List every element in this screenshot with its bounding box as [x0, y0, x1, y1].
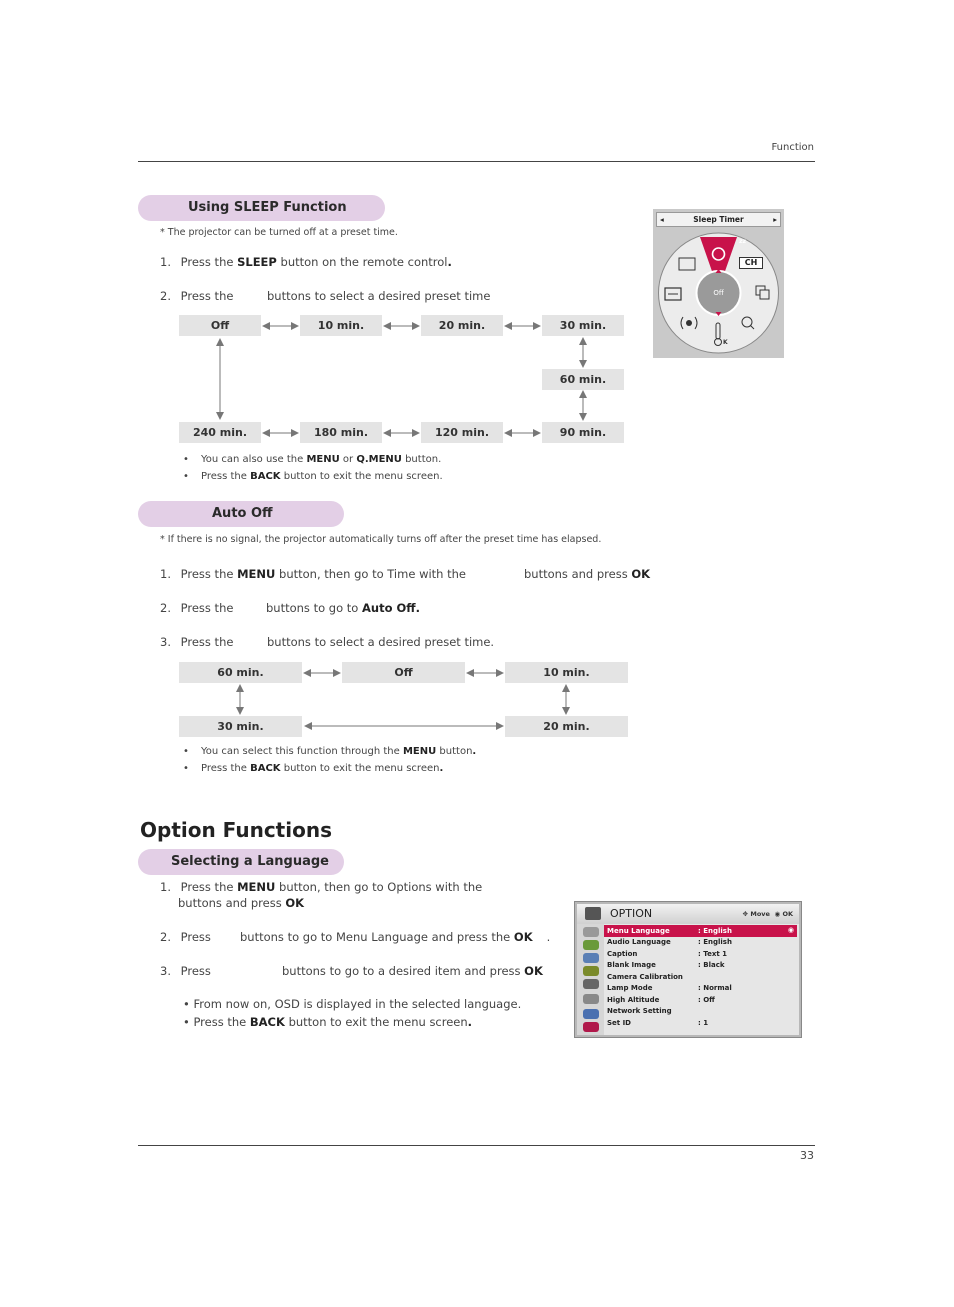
osd-row-label: High Altitude — [607, 995, 660, 1004]
step-text: Press the — [180, 567, 238, 581]
language-step-1-cont — [178, 896, 304, 910]
vertical-double-arrow-icon — [578, 390, 588, 421]
step-key: Auto Off. — [361, 601, 420, 615]
osd-header — [577, 904, 799, 924]
sleep-step-2-rest: buttons to select a desired preset time — [267, 289, 491, 303]
osd-row-network-setting[interactable] — [604, 1006, 797, 1018]
sleep-option-60: 60 min. — [542, 369, 624, 390]
step-number: 3. — [160, 635, 171, 649]
bullet-dot: • — [183, 763, 189, 774]
double-arrow-icon — [262, 428, 299, 438]
step-key: MENU — [237, 880, 276, 894]
sleep-step-1 — [160, 255, 452, 269]
sleep-option-90: 90 min. — [542, 422, 624, 443]
step-text: button, then go to Time with the — [275, 567, 466, 581]
osd-row-value: : English — [698, 938, 732, 946]
double-arrow-icon — [383, 428, 420, 438]
picture-category-icon — [583, 927, 599, 937]
double-arrow-icon — [262, 321, 299, 331]
bullet-text: . — [467, 1015, 473, 1029]
move-icon: ✥ — [742, 910, 749, 918]
osd-row-menu-language[interactable] — [604, 925, 797, 937]
bullet-text: or — [339, 454, 357, 465]
sleep-option-30: 30 min. — [542, 315, 624, 336]
vertical-double-arrow-icon — [561, 684, 571, 715]
step-text: buttons and press — [524, 567, 632, 581]
auto-off-step-1-rest — [524, 567, 650, 581]
step-number: 2. — [160, 601, 171, 615]
vertical-double-arrow-icon — [215, 338, 225, 420]
auto-off-note: * If there is no signal, the projector automatically turns off after the preset time has elapsed. — [160, 534, 602, 545]
bullet-text: button. — [401, 454, 442, 465]
bullet-key: BACK — [250, 763, 281, 774]
osd-help-ok: OK — [782, 910, 793, 918]
auto-off-option-20: 20 min. — [505, 716, 628, 737]
double-arrow-icon — [504, 321, 541, 331]
step-text: Press — [180, 930, 211, 944]
language-bullet-1: • From now on, OSD is displayed in the selected language. — [183, 997, 522, 1011]
osd-row-label: Caption — [607, 949, 638, 958]
double-arrow-icon — [383, 321, 420, 331]
auto-off-option-30: 30 min. — [179, 716, 302, 737]
bullet-key: BACK — [249, 1015, 285, 1029]
step-text: Press — [180, 964, 211, 978]
sleep-bullet-1 — [183, 454, 442, 465]
select-icon: ◉ — [787, 926, 794, 934]
sleep-note: * The projector can be turned off at a preset time. — [160, 227, 398, 238]
step-text: buttons to go to a desired item and press — [282, 964, 525, 978]
dial-center-label: Off — [713, 289, 724, 297]
auto-off-step-3 — [160, 635, 233, 649]
osd-row-value: : Off — [698, 995, 715, 1004]
bullet-key: MENU — [306, 454, 340, 465]
screen-category-icon — [583, 953, 599, 963]
step-text: . — [546, 930, 551, 944]
step-key: OK — [631, 567, 651, 581]
step-key: OK — [285, 896, 305, 910]
step-number: 1. — [160, 567, 171, 581]
vertical-double-arrow-icon — [578, 337, 588, 368]
support-category-icon — [583, 1022, 599, 1032]
auto-off-step-1 — [160, 567, 466, 581]
step-key: OK — [513, 930, 533, 944]
toolbox-icon — [585, 907, 601, 920]
sleep-timer-bar — [656, 212, 781, 227]
sleep-option-180: 180 min. — [300, 422, 382, 443]
osd-row-label: Blank Image — [607, 961, 656, 969]
osd-row-label: Network Setting — [607, 1007, 672, 1015]
left-triangle-icon: ◂ — [660, 215, 664, 224]
sleep-option-240: 240 min. — [179, 422, 261, 443]
option-menu-screenshot — [574, 901, 802, 1038]
language-step-3 — [160, 964, 211, 978]
bullet-text: button to exit the menu screen — [284, 1015, 468, 1029]
osd-row-label: Audio Language — [607, 938, 671, 946]
step-text: Press the — [180, 880, 238, 894]
step-number: 3. — [160, 964, 171, 978]
bullet-dot: • — [183, 471, 189, 482]
auto-off-option-off: Off — [342, 662, 465, 683]
vertical-double-arrow-icon — [235, 684, 245, 715]
sleep-section-title: Using SLEEP Function — [138, 195, 385, 221]
footer-rule — [138, 1145, 815, 1146]
double-arrow-icon — [304, 721, 504, 731]
osd-list — [604, 924, 799, 1035]
bullet-key: Q.MENU — [356, 454, 402, 465]
bullet-key: MENU — [402, 746, 437, 757]
option-category-icon — [583, 994, 599, 1004]
step-text: buttons and press — [178, 896, 286, 910]
osd-row-high-altitude[interactable] — [604, 994, 797, 1006]
sleep-option-off: Off — [179, 315, 261, 336]
language-step-2-rest — [240, 930, 550, 944]
step-number: 1. — [160, 880, 171, 894]
osd-help — [743, 910, 793, 918]
time-category-icon — [583, 966, 599, 976]
auto-off-step-2-rest — [266, 601, 420, 615]
auto-off-option-10: 10 min. — [505, 662, 628, 683]
sleep-option-10: 10 min. — [300, 315, 382, 336]
bullet-text: Press the — [201, 763, 251, 774]
bullet-text: button to exit the menu screen. — [280, 471, 443, 482]
osd-row-camera-calibration[interactable] — [604, 971, 797, 983]
step-number: 1. — [160, 255, 171, 269]
audio-category-icon — [583, 940, 599, 950]
auto-off-step-3-rest: buttons to select a desired preset time. — [267, 635, 495, 649]
language-step-1 — [160, 880, 482, 894]
double-arrow-icon — [466, 668, 504, 678]
ok-icon: ◉ — [774, 910, 781, 918]
auto-off-bullet-2 — [183, 763, 444, 774]
osd-row-audio-language[interactable] — [604, 937, 797, 949]
sleep-option-20: 20 min. — [421, 315, 503, 336]
step-key: MENU — [237, 567, 276, 581]
bullet-text: You can select this function through the — [201, 746, 403, 757]
network-category-icon — [583, 1009, 599, 1019]
header-rule — [138, 161, 815, 162]
step-text: buttons to go to Menu Language and press the — [240, 930, 514, 944]
bullet-text: You can also use the — [201, 454, 307, 465]
osd-row-value: : 1 — [698, 1018, 709, 1027]
osd-row-set-id[interactable] — [604, 1017, 797, 1029]
step-text: Press the — [180, 289, 234, 303]
bullet-text: • Press the — [183, 1015, 250, 1029]
osd-row-value: : Black — [698, 961, 725, 969]
osd-category-column — [577, 924, 604, 1035]
zz-mark: zz — [739, 238, 746, 245]
osd-help-move: Move — [750, 910, 770, 918]
clock-category-icon — [583, 979, 599, 989]
auto-off-bullet-1 — [183, 746, 477, 757]
step-number: 2. — [160, 930, 171, 944]
auto-off-section-title: Auto Off — [138, 501, 344, 527]
bullet-dot: • — [183, 454, 189, 465]
language-step-2 — [160, 930, 211, 944]
language-section-title: Selecting a Language — [138, 849, 344, 875]
step-key: OK — [524, 964, 543, 978]
language-bullet-2 — [183, 1015, 472, 1029]
step-key: SLEEP — [237, 255, 277, 269]
ch-badge: CH — [739, 257, 763, 269]
bullet-text: . — [472, 746, 477, 757]
step-text: Press the — [180, 601, 234, 615]
osd-row-label: Lamp Mode — [607, 984, 653, 992]
step-text: . — [447, 255, 452, 269]
osd-row-label: Camera Calibration — [607, 972, 683, 981]
step-text: buttons to go to — [266, 601, 362, 615]
bullet-key: BACK — [250, 471, 281, 482]
sleep-timer-dial-image — [653, 209, 784, 358]
section-label: Function — [771, 142, 814, 153]
bullet-dot: • — [183, 746, 189, 757]
double-arrow-icon — [504, 428, 541, 438]
osd-row-value: : English — [698, 926, 732, 935]
double-arrow-icon — [303, 668, 341, 678]
step-text: Press the — [180, 635, 234, 649]
osd-row-blank-image[interactable] — [604, 960, 797, 972]
sleep-timer-label: Sleep Timer — [693, 215, 744, 224]
osd-row-lamp-mode[interactable] — [604, 983, 797, 995]
bullet-text: . — [439, 763, 444, 774]
step-text: button, then go to Options with the — [275, 880, 483, 894]
step-text: button on the remote control — [276, 255, 448, 269]
bullet-text: button — [436, 746, 473, 757]
language-step-3-rest — [282, 964, 543, 978]
k-mark: K — [723, 339, 728, 346]
step-text: Press the — [180, 255, 238, 269]
sleep-option-120: 120 min. — [421, 422, 503, 443]
bullet-text: button to exit the menu screen — [280, 763, 440, 774]
osd-row-caption[interactable] — [604, 948, 797, 960]
auto-off-option-60: 60 min. — [179, 662, 302, 683]
osd-row-label: Set ID — [607, 1018, 631, 1027]
osd-row-value: : Normal — [698, 984, 732, 992]
sleep-bullet-2 — [183, 471, 443, 482]
right-triangle-icon: ▸ — [773, 215, 777, 224]
page-number: 33 — [800, 1149, 814, 1162]
osd-title: OPTION — [610, 907, 653, 920]
auto-off-step-2 — [160, 601, 233, 615]
osd-row-label: Menu Language — [607, 926, 670, 935]
option-functions-heading: Option Functions — [140, 818, 332, 842]
step-number: 2. — [160, 289, 171, 303]
sleep-step-2 — [160, 289, 233, 303]
bullet-text: Press the — [201, 471, 251, 482]
osd-row-value: : Text 1 — [698, 949, 727, 958]
